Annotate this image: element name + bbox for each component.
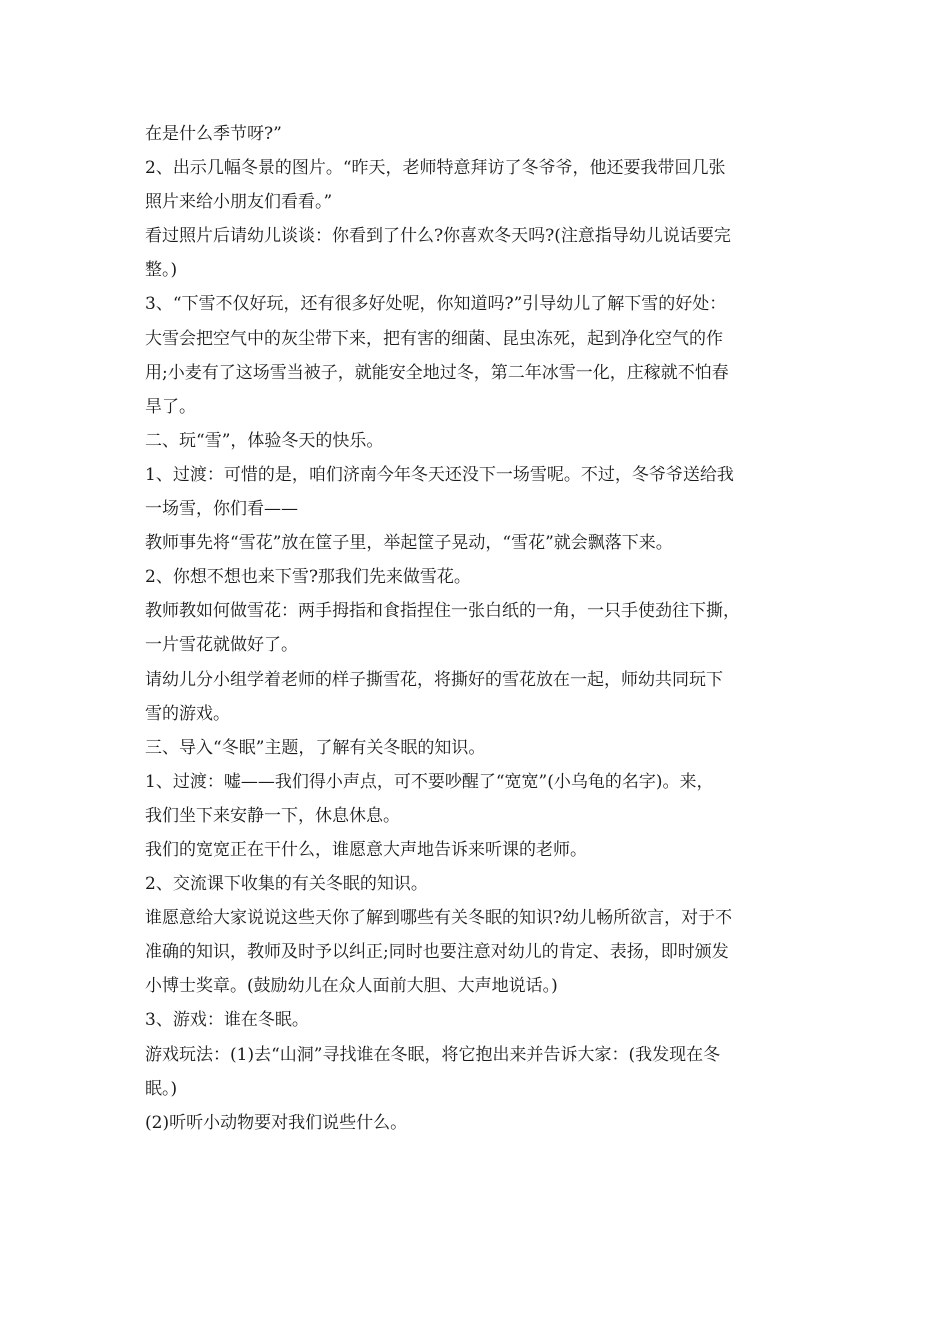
text-line: 1、过渡：可惜的是，咱们济南今年冬天还没下一场雪呢。不过，冬爷爷送给我 [145, 464, 734, 485]
text-line: 整。) [145, 260, 178, 281]
text-line: 小博士奖章。(鼓励幼儿在众人面前大胆、大声地说话。) [145, 976, 558, 997]
text-line: 1、过渡：嘘——我们得小声点，可不要吵醒了“宽宽”(小乌龟的名字)。来， [145, 771, 714, 792]
text-line: 一场雪，你们看—— [145, 499, 298, 520]
document-body [145, 117, 835, 1140]
text-line: 3、“下雪不仅好玩，还有很多好处呢，你知道吗?”引导幼儿了解下雪的好处： [145, 294, 727, 315]
text-line: 在是什么季节呀?” [145, 124, 282, 144]
text-line: (2)听听小动物要对我们说些什么。 [145, 1112, 408, 1133]
text-line: 2、你想不想也来下雪?那我们先来做雪花。 [145, 567, 471, 588]
text-line: 大雪会把空气中的灰尘带下来，把有害的细菌、昆虫冻死，起到净化空气的作 [145, 328, 723, 349]
text-line: 2、交流课下收集的有关冬眠的知识。 [145, 874, 428, 895]
text-line: 3、游戏：谁在冬眠。 [145, 1010, 309, 1031]
text-line: 二、玩“雪”，体验冬天的快乐。 [145, 430, 384, 451]
text-line: 我们坐下来安静一下，休息休息。 [145, 805, 400, 826]
text-line: 看过照片后请幼儿谈谈：你看到了什么?你喜欢冬天吗?(注意指导幼儿说话要完 [145, 226, 731, 247]
text-line: 用;小麦有了这场雪当被子，就能安全地过冬，第二年冰雪一化，庄稼就不怕春 [145, 362, 729, 383]
text-line: 请幼儿分小组学着老师的样子撕雪花，将撕好的雪花放在一起，师幼共同玩下 [145, 669, 723, 690]
text-line: 雪的游戏。 [145, 703, 230, 724]
text-line: 照片来给小朋友们看看。” [145, 192, 333, 213]
text-line: 教师事先将“雪花”放在筐子里，举起筐子晃动，“雪花”就会飘落下来。 [145, 533, 673, 554]
text-line: 三、导入“冬眠”主题，了解有关冬眠的知识。 [145, 737, 486, 758]
text-line: 谁愿意给大家说说这些天你了解到哪些有关冬眠的知识?幼儿畅所欲言，对于不 [145, 908, 733, 929]
text-line: 教师教如何做雪花：两手拇指和食指捏住一张白纸的一角，一只手使劲往下撕， [145, 601, 740, 622]
text-line: 旱了。 [145, 396, 196, 417]
text-line: 2、出示几幅冬景的图片。“昨天，老师特意拜访了冬爷爷，他还要我带回几张 [145, 158, 726, 179]
text-line: 游戏玩法：(1)去“山洞”寻找谁在冬眠，将它抱出来并告诉大家：(我发现在冬 [145, 1044, 721, 1065]
text-line: 我们的宽宽正在干什么，谁愿意大声地告诉来听课的老师。 [145, 839, 587, 860]
text-line: 眠。) [145, 1078, 178, 1099]
text-line: 一片雪花就做好了。 [145, 635, 298, 656]
text-line: 准确的知识，教师及时予以纠正;同时也要注意对幼儿的肯定、表扬，即时颁发 [145, 942, 729, 963]
